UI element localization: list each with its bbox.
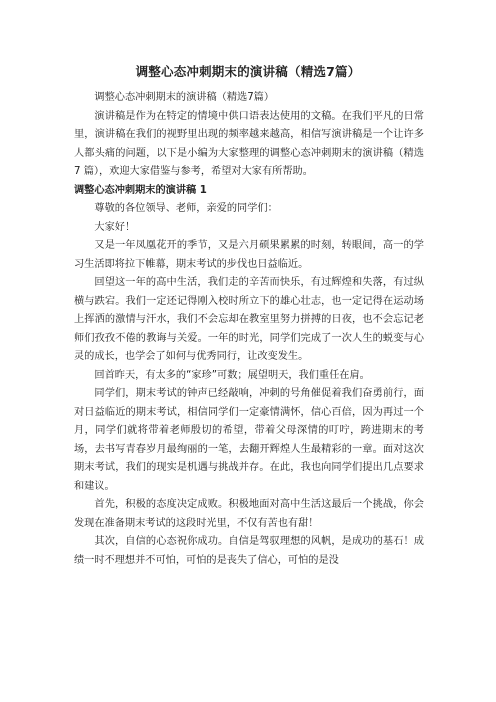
paragraph: 调整心态冲刺期末的演讲稿（精选7篇） — [94, 92, 275, 103]
paragraph: 首先，积极的态度决定成败。积极地面对高中生活这最后一个挑战，你会发现在准备期末考试的这段时光里，不仅有苦也有甜！ — [74, 499, 424, 529]
paragraph: 尊敬的各位领导、老师，亲爱的同学们： — [94, 203, 278, 214]
paragraph: 其次，自信的心态祝你成功。自信是驾驭理想的风帆，是成功的基石！成绩一时不理想并不可怕，可怕的是丧失了信心，可怕的是没 — [74, 536, 424, 566]
paragraph: 大家好！ — [94, 221, 136, 233]
paragraph: 回望这一年的高中生活，我们走的辛苦而快乐，有过辉煌和失落，有过纵横与跌宕。我们一定还记得刚入校时所立下的雄心壮志，也一定记得在运动场上挥洒的激情与汗水，我们不会忘却在教室里努力拼搏的日夜，也不会忘记老师们孜孜不倦的教诲与关爱。一年的时光，同学们完成了一次人生的蜕变与心灵的成长，也学会了如何与优秀同行，让改变发生。 — [74, 277, 424, 362]
document-body — [74, 89, 424, 570]
document-title: 调整心态冲刺期末的演讲稿（精选7篇） — [135, 64, 361, 79]
paragraph: 回首昨天，有太多的“家珍”可数；展望明天，我们重任在肩。 — [94, 369, 370, 381]
section-heading: 调整心态冲刺期末的演讲稿 1 — [74, 184, 207, 196]
paragraph: 演讲稿是作为在特定的情境中供口语表达使用的文稿。在我们平凡的日常里，演讲稿在我们的视野里出现的频率越来越高，相信写演讲稿是一个让许多人都头痛的问题，以下是小编为大家整理的调整心态冲刺期末的演讲稿（精选 7 篇），欢迎大家借鉴与参考，希望对大家有所帮助。 — [74, 110, 424, 177]
paragraph: 又是一年凤凰花开的季节，又是六月硕果累累的时刻，转眼间，高一的学习生活即将拉下帷幕，期末考试的步伐也日益临近。 — [74, 240, 424, 270]
paragraph: 同学们，期末考试的钟声已经敲响，冲刺的号角催促着我们奋勇前行，面对日益临近的期末考试，相信同学们一定豪情满怀，信心百倍，因为再过一个月，同学们就将带着老师殷切的希望，带着父母深情的叮咛，跨进期末的考场，去书写青春岁月最绚丽的一笔，去翻开辉煌人生最精彩的一章。面对这次期末考试，我们的现实是机遇与挑战并存。在此，我也向同学们提出几点要求和建议。 — [74, 388, 424, 492]
